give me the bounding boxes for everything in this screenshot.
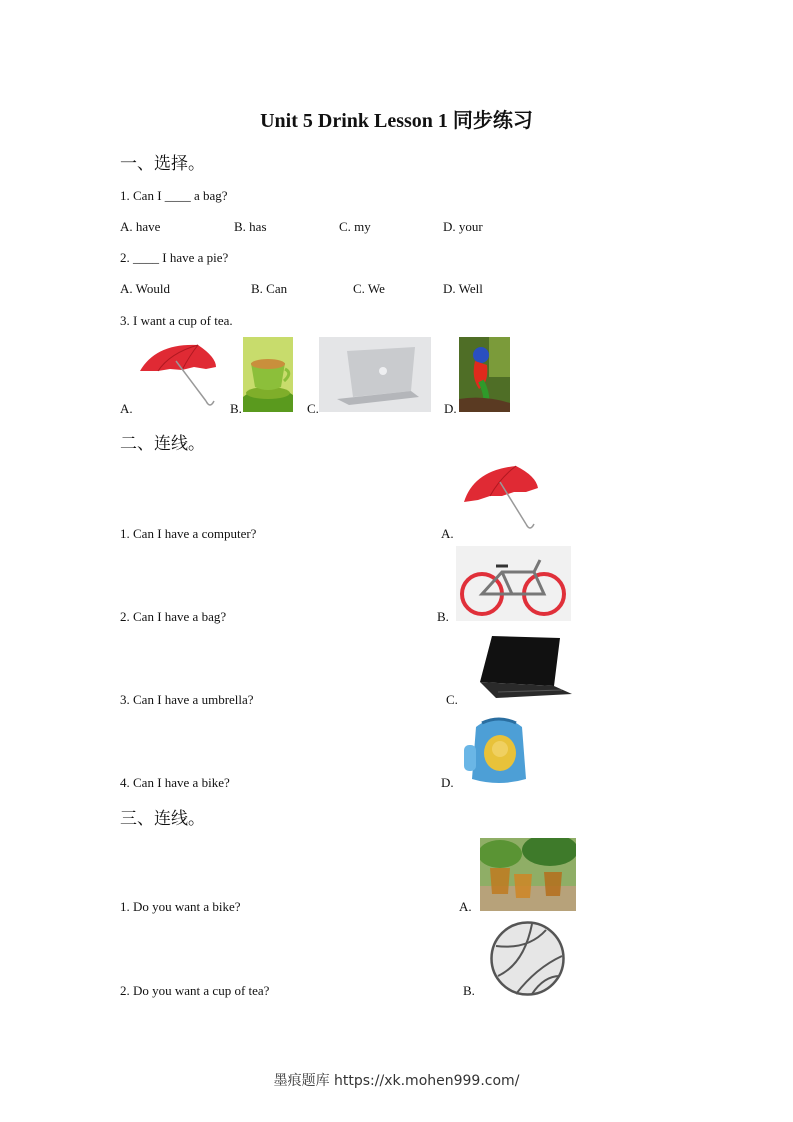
q3-option-d: D. — [444, 401, 457, 416]
umbrella-image-2 — [460, 462, 540, 534]
q1-option-a: A. have — [120, 219, 161, 234]
q3-text: 3. I want a cup of tea. — [120, 313, 233, 328]
q1-option-d: D. your — [443, 219, 483, 234]
s2-question-1: 1. Can I have a computer? — [120, 526, 257, 541]
s2-option-d: D. — [441, 775, 454, 790]
umbrella-image — [136, 337, 220, 409]
q1-text: 1. Can I ____ a bag? — [120, 188, 228, 203]
s2-question-4: 4. Can I have a bike? — [120, 775, 230, 790]
tea-cup-image — [243, 337, 293, 412]
s2-option-a: A. — [441, 526, 454, 541]
volleyball-image — [488, 920, 567, 997]
tea-glasses-image — [480, 838, 576, 911]
parrot-image — [459, 337, 510, 412]
section-3-heading: 三、连线。 — [120, 809, 205, 829]
s2-question-2: 2. Can I have a bag? — [120, 609, 227, 624]
laptop-image — [319, 337, 431, 412]
q2-option-b: B. Can — [251, 281, 288, 296]
q3-option-c: C. — [307, 401, 319, 416]
s2-option-c: C. — [446, 692, 458, 707]
s2-option-b: B. — [437, 609, 449, 624]
q2-option-d: D. Well — [443, 281, 483, 296]
computer-image — [474, 634, 574, 701]
section-1-heading: 一、选择。 — [120, 154, 205, 174]
q2-text: 2. ____ I have a pie? — [120, 250, 229, 265]
s3-question-2: 2. Do you want a cup of tea? — [120, 983, 270, 998]
s3-question-1: 1. Do you want a bike? — [120, 899, 241, 914]
s2-question-3: 3. Can I have a umbrella? — [120, 692, 254, 707]
section-2-heading: 二、连线。 — [120, 434, 205, 454]
bike-image — [456, 546, 571, 621]
q2-option-a: A. Would — [120, 281, 170, 296]
q2-option-c: C. We — [353, 281, 385, 296]
q1-option-b: B. has — [234, 219, 267, 234]
backpack-image — [462, 711, 536, 787]
q3-option-b: B. — [230, 401, 242, 416]
footer-watermark: 墨痕题库 https://xk.mohen999.com/ — [273, 1073, 520, 1089]
page-title: Unit 5 Drink Lesson 1 同步练习 — [260, 110, 533, 132]
q1-option-c: C. my — [339, 219, 371, 234]
q3-option-a: A. — [120, 401, 133, 416]
s3-option-a: A. — [459, 899, 472, 914]
s3-option-b: B. — [463, 983, 475, 998]
